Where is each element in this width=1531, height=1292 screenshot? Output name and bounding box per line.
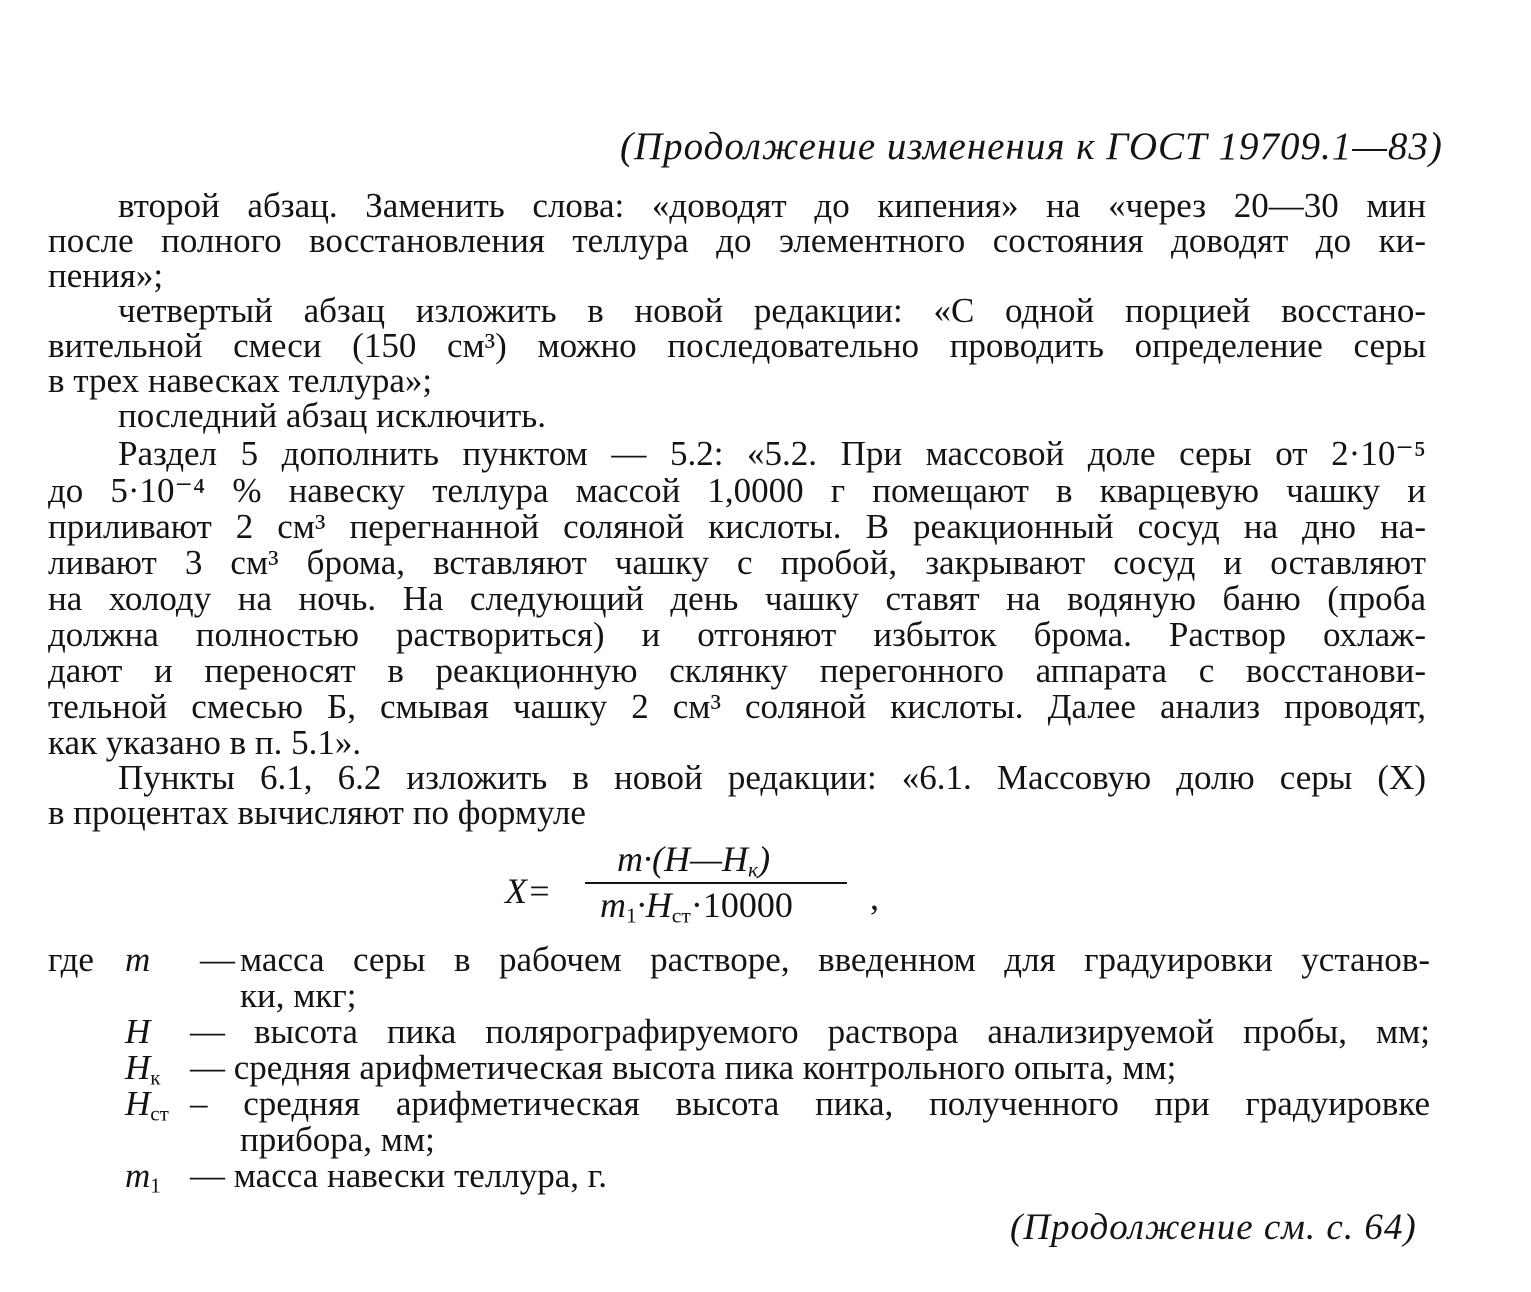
h-symbol: H: [125, 1012, 151, 1051]
text-line: дают и переносят в реакционную склянку перегонного аппарата с восстанови-: [48, 651, 1426, 690]
continuation-header: (Продолжение изменения к ГОСТ 19709.1—83): [620, 125, 1443, 168]
formula-lhs: X=: [505, 871, 552, 911]
formula-numerator: $m\cdot(H—H_к)$: [617, 839, 771, 882]
hst-symbol: $H_{ст}$: [125, 1084, 169, 1126]
hk-description: — средняя арифметическая высота пика контрольного опыта, мм;: [190, 1048, 1177, 1087]
continuation-footer: (Продолжение см. с. 64): [1010, 1207, 1417, 1248]
text-line: Раздел 5 дополнить пунктом — 5.2: «5.2. При массовой доле серы от 2·10⁻⁵: [118, 434, 1426, 473]
hst-description: – средняя арифметическая высота пика, полученного при градуировке: [190, 1084, 1430, 1123]
m1-description: — масса навески теллура, г.: [190, 1156, 607, 1195]
text-line: в трех навесках теллура»;: [48, 361, 433, 400]
h-description: — высота пика полярографируемого раствора анализируемой пробы, мм;: [190, 1012, 1430, 1051]
m-description: масса серы в рабочем растворе, введенном для градуировки установ-: [240, 940, 1430, 979]
m-symbol: m: [125, 940, 151, 979]
formula: [505, 838, 905, 928]
text-line: вительной смеси (150 см³) можно последовательно проводить определение серы: [48, 326, 1426, 365]
text-line: до 5·10⁻⁴ % навеску теллура массой 1,0000 г помещают в кварцевую чашку и: [48, 471, 1426, 510]
hst-description-cont: прибора, мм;: [240, 1120, 435, 1159]
text-line: ливают 3 см³ брома, вставляют чашку с пробой, закрывают сосуд и оставляют: [48, 543, 1426, 582]
m-dash: —: [200, 940, 235, 979]
text-line: в процентах вычисляют по формуле: [48, 793, 586, 832]
text-line: приливают 2 см³ перегнанной соляной кислоты. В реакционный сосуд на дно на-: [48, 507, 1426, 546]
text-line: тельной смесью Б, смывая чашку 2 см³ соляной кислоты. Далее анализ проводят,: [48, 687, 1426, 726]
text-line: второй абзац. Заменить слова: «доводят до кипения» на «через 20—30 мин: [118, 186, 1426, 225]
text-line: после полного восстановления теллура до элементного состояния доводят до ки-: [48, 221, 1426, 260]
text-line: пения»;: [48, 256, 164, 295]
m-description-cont: ки, мкг;: [240, 976, 357, 1015]
formula-denominator: $m_1\cdot H_{ст}\cdot 10000$: [600, 885, 793, 928]
where-label: где: [48, 940, 94, 979]
text-line: четвертый абзац изложить в новой редакции: «С одной порцией восстано-: [118, 291, 1426, 330]
text-line: на холоду на ночь. На следующий день чашку ставят на водяную баню (проба: [48, 579, 1426, 618]
formula-comma: ,: [870, 877, 879, 917]
hk-symbol: $H_к$: [125, 1048, 161, 1090]
text-line: последний абзац исключить.: [118, 396, 546, 435]
m1-symbol: $m_1$: [125, 1156, 161, 1198]
text-line: как указано в п. 5.1».: [48, 723, 362, 762]
text-line: должна полностью раствориться) и отгоняют избыток брома. Раствор охлаж-: [48, 615, 1426, 654]
text-line: Пункты 6.1, 6.2 изложить в новой редакции: «6.1. Массовую долю серы (X): [118, 758, 1426, 797]
